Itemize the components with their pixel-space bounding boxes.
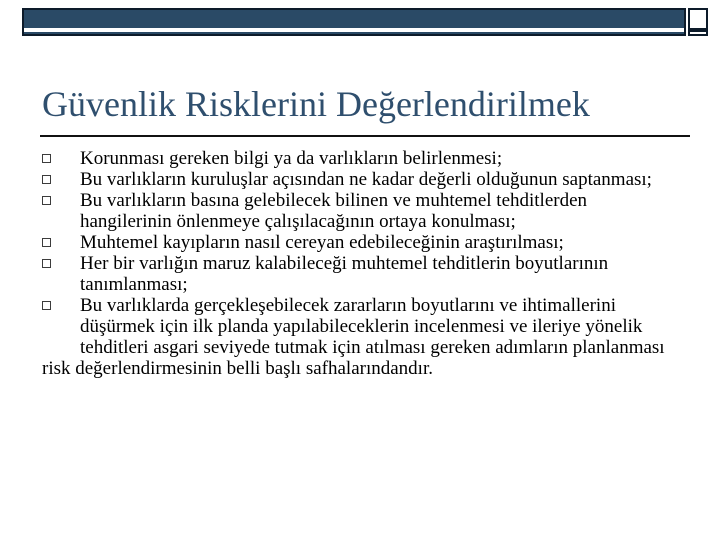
closing-sentence: risk değerlendirmesinin belli başlı safhalarındandır. xyxy=(42,358,433,379)
bullet-item xyxy=(0,169,720,190)
square-bullet-icon xyxy=(42,175,51,184)
top-bar-main xyxy=(22,8,686,36)
bullet-item xyxy=(0,190,720,232)
square-bullet-icon xyxy=(42,259,51,268)
bullet-text: Bu varlıkların basına gelebilecek bilinen ve muhtemel tehditlerden hangilerinin önlenmeye çalışılacağının ortaya konulması; xyxy=(80,190,588,232)
slide-body xyxy=(0,148,720,379)
bullet-item xyxy=(0,295,720,358)
bullet-item xyxy=(0,148,720,169)
square-bullet-icon xyxy=(42,196,51,205)
title-underline xyxy=(40,135,690,137)
square-bullet-icon xyxy=(42,301,51,310)
bullet-text: Muhtemel kayıpların nasıl cereyan edebileceğinin araştırılması; xyxy=(80,232,564,253)
slide-title: Güvenlik Risklerini Değerlendirilmek xyxy=(42,84,590,124)
bullet-item xyxy=(0,253,720,295)
bullet-item xyxy=(0,232,720,253)
top-decorative-bar xyxy=(22,8,708,36)
bullet-text: Bu varlıklarda gerçekleşebilecek zararların boyutlarını ve ihtimallerini düşürmek için ilk planda yapılabileceklerin incelenmesi ve ileriye yönelik tehditleri asgari seviyede tutmak için atılması gereken adımların planlanması xyxy=(80,295,665,358)
square-bullet-icon xyxy=(42,238,51,247)
bullet-text: Korunması gereken bilgi ya da varlıkların belirlenmesi; xyxy=(80,148,503,169)
bullet-text: Her bir varlığın maruz kalabileceği muhtemel tehditlerin boyutlarının tanımlanması; xyxy=(80,253,609,295)
square-bullet-icon xyxy=(42,154,51,163)
top-bar-square xyxy=(688,8,708,36)
bullet-list xyxy=(0,148,720,358)
bullet-text: Bu varlıkların kuruluşlar açısından ne kadar değerli olduğunun saptanması; xyxy=(80,169,652,190)
